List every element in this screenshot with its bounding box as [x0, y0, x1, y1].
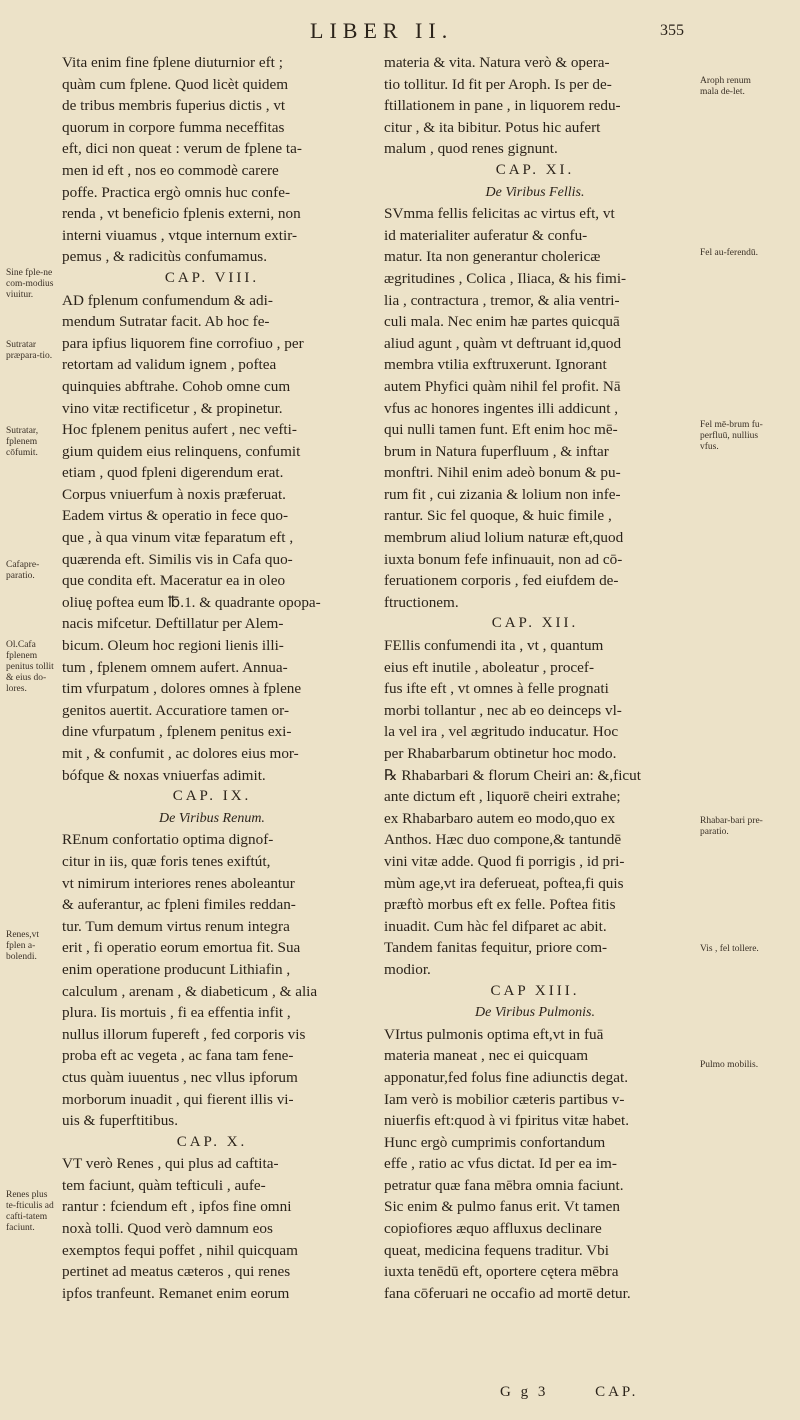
text-line: men id eft , nos eo commodè carere: [62, 161, 279, 179]
chapter-subtitle: De Viribus Pulmonis.: [475, 1005, 595, 1021]
text-line: tim vfurpatum , dolores omnes à fplene: [62, 680, 302, 698]
text-line: ante dictum eft , liquorē cheiri extrahe;: [384, 788, 621, 806]
text-line: proba eft ac vegeta , ac fana tam fene-: [62, 1047, 294, 1065]
text-line: ℞ Rhabarbari & florum Cheiri an: &,ficut: [384, 766, 641, 784]
margin-note-right: Fel au-ferendū.: [700, 248, 759, 258]
text-line: petratur quæ fana mēbra omnia faciunt.: [384, 1176, 624, 1194]
text-line: Sic enim & pulmo fanus erit. Vt tamen: [384, 1198, 620, 1216]
text-line: eius eft inutile , aboleatur , procef-: [384, 658, 595, 676]
text-line: vino vitæ rectificetur , & propinetur.: [62, 399, 283, 417]
text-line: tem faciunt, quàm tefticuli , aufe-: [62, 1176, 266, 1194]
margin-note-left: Cafapre-paratio.: [6, 560, 40, 581]
text-line: aliud agunt , quàm vt deftruant id,quod: [384, 334, 622, 352]
text-line: inuadit. Cum hàc fel difparet ac abit.: [384, 917, 607, 935]
text-line: REnum confortatio optima dignof-: [62, 831, 274, 849]
text-line: quàm cum fplene. Quod licèt quidem: [62, 75, 289, 93]
text-line: & auferantur, ac fpleni fimiles reddan-: [62, 896, 296, 914]
text-line: membra vtilia exftruxerunt. Ignorant: [384, 356, 607, 374]
text-line: VT verò Renes , qui plus ad caftita-: [62, 1155, 279, 1173]
page-number: 355: [660, 22, 684, 39]
text-line: feruationem corporis , fed eiufdem de-: [384, 572, 619, 590]
chapter-heading: CAP. XII.: [491, 615, 579, 632]
text-line: iuxta tenēdū eft, oportere cętera mēbra: [384, 1263, 619, 1281]
text-line: lia , contractura , tremor, & alia ventri-: [384, 291, 620, 309]
text-line: ex Rhabarbaro autem eo modo,quo ex: [384, 809, 616, 827]
chapter-subtitle: De Viribus Renum.: [159, 810, 265, 826]
text-line: citur in iis, quæ foris tenes exiftút,: [62, 852, 271, 870]
text-line: Tandem fanitas fequitur, priore com-: [384, 939, 608, 957]
text-line: erit , fi operatio eorum emortua fit. Sua: [62, 939, 301, 957]
text-line: vt nimirum interiores renes aboleantur: [62, 874, 295, 892]
text-line: per Rhabarbarum obtinetur hoc modo.: [384, 745, 617, 762]
text-line: noxà tolli. Quod verò damnum eos: [62, 1220, 273, 1238]
text-line: membrum aliud lolium naturæ eft,quod: [384, 529, 624, 547]
chapter-subtitle: De Viribus Fellis.: [485, 184, 585, 200]
text-line: ftillationem in pane , in liquorem redu-: [384, 97, 621, 115]
text-line: Eadem virtus & operatio in fece quo-: [62, 507, 289, 525]
text-line: uis & fuperftitibus.: [62, 1112, 179, 1130]
text-line: tum , fplenem omnem aufert. Annua-: [62, 658, 288, 676]
text-line: que , à qua vinum vitæ feparatum eft ,: [62, 529, 294, 547]
chapter-heading: CAP. X.: [176, 1133, 248, 1150]
margin-note-left: Renes plus te-fticulis ad cafti-tatem faciunt.: [6, 1190, 54, 1233]
text-line: culi mala. Nec enim hæ partes quicquā: [384, 313, 620, 331]
text-line: dine vfurpatum , fplenem penitus exi-: [62, 723, 292, 741]
text-line: bófque & noxas vniuerfas adimit.: [62, 766, 266, 784]
text-line: oliuę poftea eum ℔.1. & quadrante opopa-: [62, 593, 321, 611]
text-line: tur. Tum demum virtus renum integra: [62, 917, 290, 935]
signature: G g 3: [500, 1384, 549, 1400]
text-line: AD fplenum confumendum & adi-: [62, 291, 273, 309]
text-line: quinquies abftrahe. Cohob omne cum: [62, 377, 291, 395]
text-line: exemptos fequi poffet , nihil quicquam: [62, 1241, 298, 1259]
text-line: VIrtus pulmonis optima eft,vt in fuā: [384, 1025, 604, 1043]
text-line: autem Phyfici quàm nihil fel profit. Nā: [384, 377, 621, 395]
chapter-heading: CAP. VIII.: [164, 269, 260, 286]
margin-note-left: Sutratar præpara-tio.: [6, 340, 53, 361]
text-line: materia maneat , nec ei quicquam: [384, 1047, 589, 1065]
margin-note-right: Rhabar-bari pre-paratio.: [700, 816, 763, 837]
text-line: queat, medicina fequens traditur. Vbi: [384, 1241, 609, 1259]
text-line: mendum Sutratar facit. Ab hoc fe-: [62, 313, 270, 331]
text-line: id materialiter auferatur & confu-: [384, 226, 588, 244]
text-line: ctus quàm iuuentus , nec vllus ipforum: [62, 1068, 298, 1086]
chapter-heading: CAP. XI.: [495, 161, 575, 178]
text-line: ægritudines , Colica , Iliaca, & his fimi-: [384, 269, 627, 287]
text-line: quærenda eft. Similis vis in Cafa quo-: [62, 550, 293, 568]
text-line: malum , quod renes gignunt.: [384, 140, 558, 158]
margin-note-right: Vis , fel tollere.: [700, 944, 759, 954]
margin-note-left: Sine fple-ne com-modius viuitur.: [6, 268, 54, 300]
text-line: Hunc ergò cumprimis confortandum: [384, 1133, 606, 1151]
right-text-column: [384, 52, 686, 1304]
margin-note-left: Sutratar, fplenem cōfumit.: [6, 426, 39, 458]
text-line: qui nulli tamen funt. Eft enim hoc mē-: [384, 421, 618, 439]
text-line: Corpus vniuerfum à noxis præferuat.: [62, 485, 286, 503]
text-line: para ipfius liquorem fine corrofiuo , per: [62, 334, 304, 352]
margin-note-right: Aroph renum mala de-let.: [700, 76, 751, 97]
catchword: CAP.: [595, 1384, 639, 1400]
text-line: matur. Ita non generantur cholericæ: [384, 248, 601, 266]
text-line: rantur. Sic fel quoque, & huic fimile ,: [384, 507, 612, 525]
text-line: fana cōferuari ne occafio ad mortē detur.: [384, 1284, 631, 1302]
text-line: nullus illorum fupereft , fed corporis vis: [62, 1025, 306, 1043]
text-line: rum fit , cui zizania & lolium non infe-: [384, 485, 621, 503]
text-line: morborum inuadit , qui fierent illis vi-: [62, 1090, 294, 1108]
text-line: nacis mifcetur. Deftillatur per Alem-: [62, 615, 284, 633]
running-title: LIBER II.: [310, 18, 454, 43]
text-line: Anthos. Hæc duo compone,& tantundē: [384, 831, 622, 849]
text-line: monftri. Nihil enim adeò bonum & pu-: [384, 464, 621, 482]
text-line: poffe. Practica ergò omnis huc confe-: [62, 183, 291, 201]
text-line: renda , vt beneficio fplenis externi, non: [62, 205, 301, 223]
text-line: apponatur,fed folus fine adiunctis degat.: [384, 1068, 629, 1086]
text-line: effe , ratio ac vfus dictat. Id per ea im-: [384, 1155, 617, 1173]
signature-mark: [500, 1384, 638, 1401]
text-line: iuxta bonum fefe infinuauit, non ad cō-: [384, 550, 623, 568]
chapter-heading: CAP XIII.: [490, 982, 580, 999]
text-line: citur , & ita bibitur. Potus hic aufert: [384, 118, 601, 136]
text-line: fus ifte eft , vt omnes à felle prognati: [384, 680, 609, 698]
text-line: interni viuamus , vtque internum extir-: [62, 226, 298, 244]
text-line: mit , & confumit , ac dolores eius mor-: [62, 745, 299, 762]
text-line: de tribus membris fuperius dictis , vt: [62, 97, 286, 115]
text-line: morbi tollantur , nec ab eo deinceps vl-: [384, 701, 622, 719]
text-line: plura. Iis mortuis , fi ea effentia infit ,: [62, 1004, 291, 1022]
text-line: Vita enim fine fplene diuturnior eft ;: [62, 54, 283, 71]
text-line: calculum , arenam , & diabeticum , & alia: [62, 982, 318, 1000]
text-line: modior.: [384, 960, 431, 978]
text-line: tio tollitur. Id fit per Aroph. Is per de-: [384, 75, 612, 93]
text-line: enim operatione producunt Lithiafin ,: [62, 960, 291, 978]
text-line: FEllis confumendi ita , vt , quantum: [384, 637, 604, 655]
margin-note-right: Fel mē-brum fu-perfluū, nullius vfus.: [700, 420, 763, 452]
text-line: pemus , & radicitùs confumamus.: [62, 248, 267, 266]
text-line: pertinet ad meatus cæteros , qui renes: [62, 1263, 291, 1281]
text-line: niuerfis eft:quod à vi fpiritus vitæ habet.: [384, 1112, 630, 1130]
text-line: vfus ac honores ingentes illi addicunt ,: [384, 399, 619, 417]
text-line: Hoc fplenem penitus aufert , nec vefti-: [62, 421, 297, 439]
text-line: gium quidem eius relinquens, confumit: [62, 442, 301, 460]
text-line: genitos auertit. Accuratiore tamen or-: [62, 701, 289, 719]
text-line: ipfos tranfeunt. Remanet enim eorum: [62, 1284, 290, 1302]
text-line: ftructionem.: [384, 593, 459, 611]
text-line: que condita eft. Maceratur ea in oleo: [62, 572, 286, 590]
text-line: præftò morbus eft ex felle. Poftea fitis: [384, 896, 616, 914]
margin-note-left: Renes,vt fplen a-bolendi.: [6, 930, 39, 962]
text-line: bicum. Oleum hoc regioni lienis illi-: [62, 637, 284, 655]
text-line: brum in Natura fuperfluum , & inftar: [384, 442, 609, 460]
text-line: materia & vita. Natura verò & opera-: [384, 54, 610, 71]
text-line: SVmma fellis felicitas ac virtus eft, vt: [384, 205, 615, 223]
left-text-column: [62, 52, 362, 1304]
text-line: vini vitæ adde. Quod fi porrigis , id pri-: [384, 852, 625, 870]
text-line: copiofiores æquo affluxus declinare: [384, 1220, 602, 1238]
text-line: quorum in corpore fumma neceffitas: [62, 118, 285, 136]
text-line: la vel ira , vel ægritudo inducatur. Hoc: [384, 723, 619, 741]
text-line: retortam ad validum ignem , poftea: [62, 356, 277, 374]
text-line: Iam verò is mobilior cæteris partibus v-: [384, 1090, 625, 1108]
chapter-heading: CAP. IX.: [172, 788, 252, 805]
text-line: rantur : fciendum eft , ipfos fine omni: [62, 1198, 292, 1216]
margin-note-right: Pulmo mobilis.: [700, 1060, 759, 1070]
margin-note-left: Ol.Cafa fplenem penitus tollit & eius do-lores.: [6, 640, 54, 694]
text-line: mùm age,vt ira deferueat, poftea,fi quis: [384, 874, 624, 892]
text-line: eft, dici non queat : verum de fplene ta-: [62, 140, 302, 158]
page-header: [0, 18, 800, 48]
text-line: etiam , quod fpleni digerendum erat.: [62, 464, 284, 482]
